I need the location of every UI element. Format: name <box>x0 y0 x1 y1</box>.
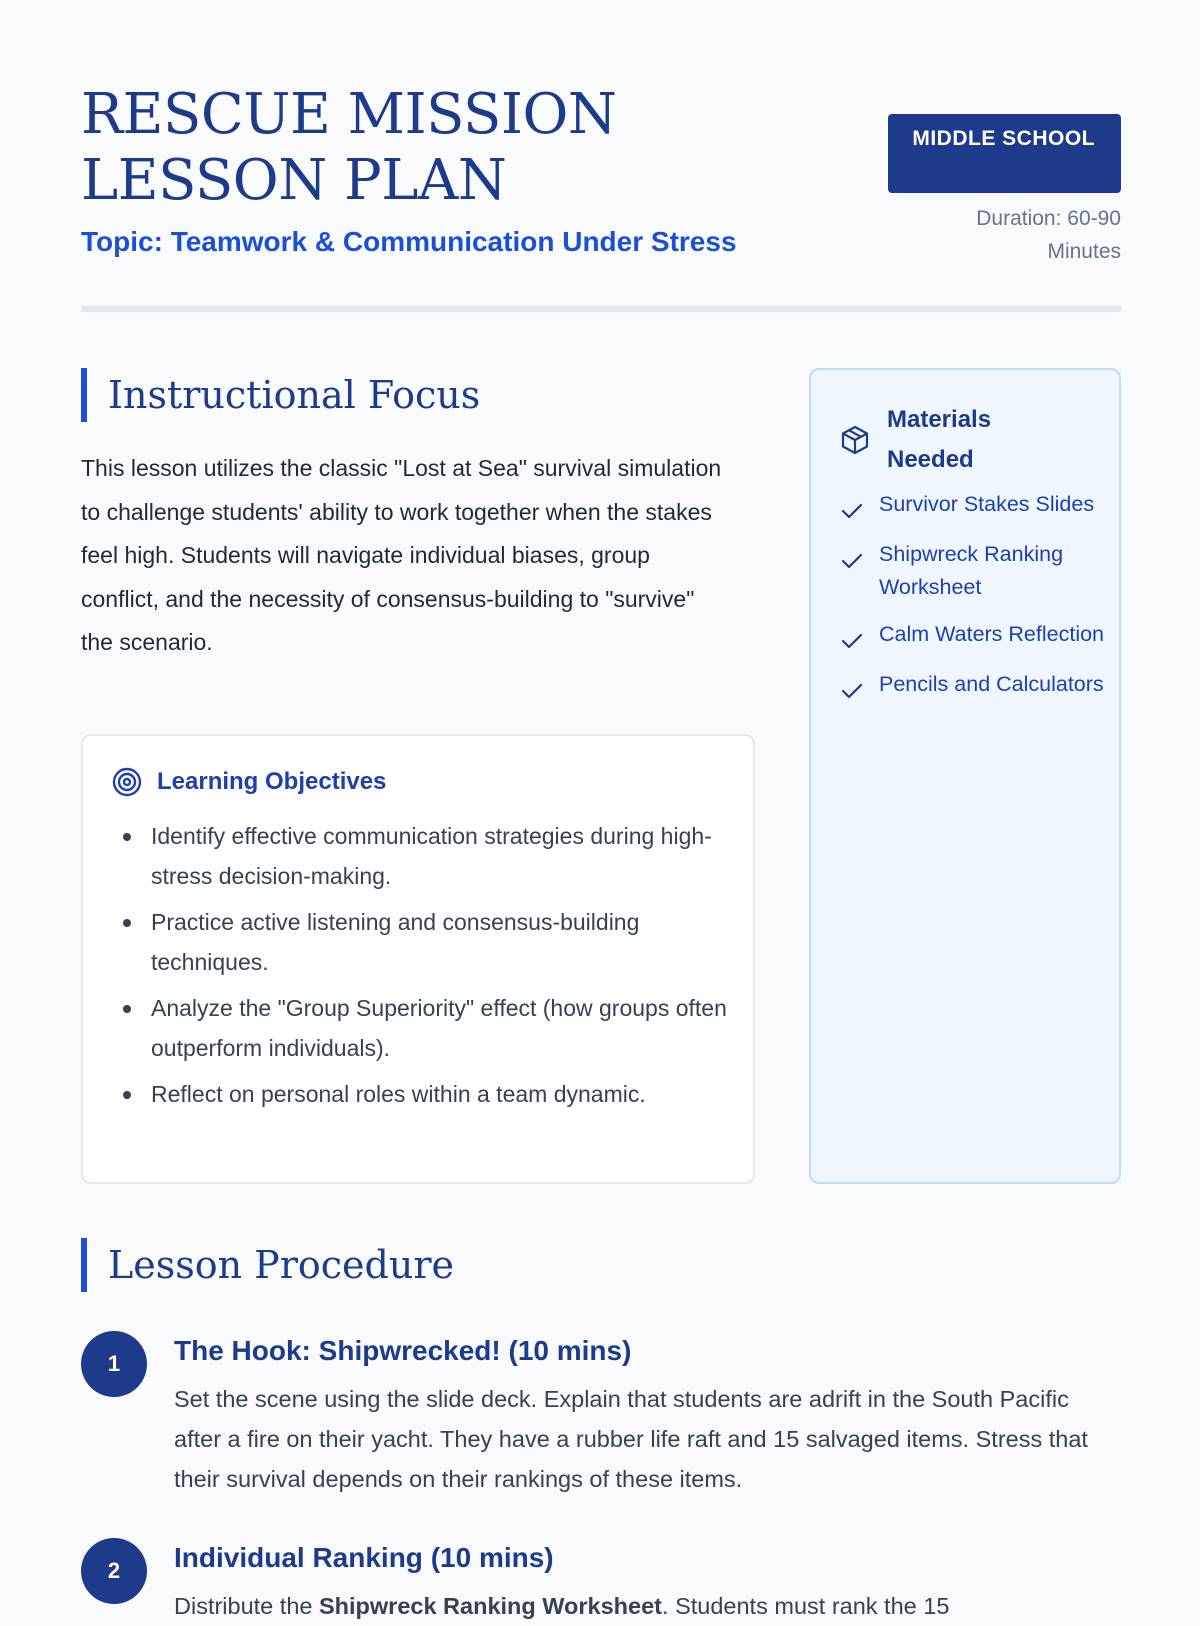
material-item <box>839 618 1109 654</box>
learning-objectives-card <box>81 734 755 1184</box>
topic-subtitle: Topic: Teamwork & Communication Under Stress <box>81 226 737 257</box>
grade-level-badge: MIDDLE SCHOOL <box>888 114 1121 193</box>
objective-item: Identify effective communication strategies during high-stress decision-making. <box>123 816 733 896</box>
step-title: The Hook: Shipwrecked! (10 mins) <box>174 1335 632 1366</box>
lesson-procedure-heading: Lesson Procedure <box>81 1238 454 1292</box>
materials-header <box>839 400 1047 480</box>
learning-objectives-header <box>111 766 386 798</box>
objective-item: Practice active listening and consensus-building techniques. <box>123 902 733 982</box>
step-description-suffix: . Students must rank the 15 <box>662 1593 950 1619</box>
step-number: 1 <box>81 1331 147 1397</box>
material-label: Pencils and Calculators <box>879 672 1104 696</box>
material-label: Survivor Stakes Slides <box>879 492 1095 516</box>
package-icon <box>839 424 871 456</box>
materials-sidebar <box>809 368 1121 1184</box>
check-icon <box>839 548 865 574</box>
step-title: Individual Ranking (10 mins) <box>174 1542 554 1573</box>
step-description <box>174 1586 1119 1626</box>
check-icon <box>839 628 865 654</box>
learning-objectives-title: Learning Objectives <box>157 768 387 795</box>
duration-label: Duration: 60-90 Minutes <box>976 207 1121 263</box>
material-item <box>839 538 1109 604</box>
check-icon <box>839 498 865 524</box>
material-item <box>839 668 1109 704</box>
step-description: Set the scene using the slide deck. Explain that students are adrift in the South Pacific after a fire on their yacht. They have a rubber life raft and 15 salvaged items. Stress that their survival depends on their rankings of these items. <box>174 1386 1088 1492</box>
step-number: 2 <box>81 1538 147 1604</box>
materials-list <box>839 488 1109 718</box>
instructional-focus-heading: Instructional Focus <box>81 368 480 422</box>
learning-objectives-list <box>123 816 733 1120</box>
objective-item: Analyze the "Group Superiority" effect (how groups often outperform individuals). <box>123 988 733 1068</box>
worksheet-name: Shipwreck Ranking Worksheet <box>318 1593 663 1619</box>
step-description-prefix: Distribute the <box>174 1593 319 1619</box>
page-title: RESCUE MISSION LESSON PLAN <box>81 82 617 213</box>
material-item <box>839 488 1109 524</box>
check-icon <box>839 678 865 704</box>
lesson-plan-page <box>81 0 1121 1619</box>
materials-title: Materials Needed <box>887 406 992 473</box>
page-header <box>81 0 1121 316</box>
material-label: Calm Waters Reflection <box>879 622 1105 646</box>
instructional-focus-text: This lesson utilizes the classic "Lost at Sea" survival simulation to challenge students' ability to work together when the stakes feel high. Students will navigate individual biases, group conflict, and the necessity of consensus-building to "survive" the scenario. <box>81 455 722 655</box>
target-icon <box>111 766 143 798</box>
header-divider <box>81 306 1121 312</box>
objective-item: Reflect on personal roles within a team dynamic. <box>123 1074 733 1114</box>
material-label: Shipwreck Ranking Worksheet <box>879 542 1064 599</box>
